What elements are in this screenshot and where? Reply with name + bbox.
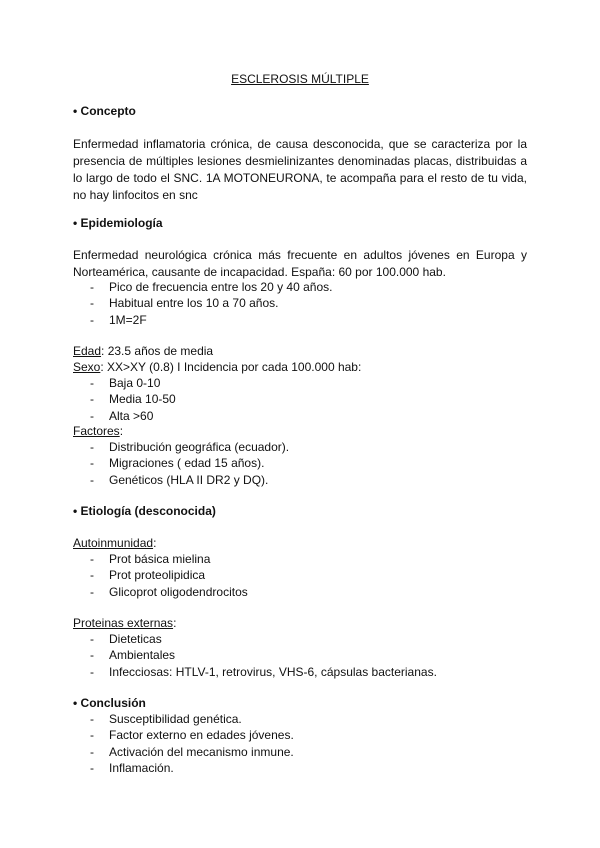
factores-label: Factores — [73, 424, 120, 438]
list-item: - Glicoprot oligodendrocitos — [73, 584, 248, 600]
proteinas-label: Proteinas externas — [73, 616, 174, 630]
proteinas-colon: : — [173, 616, 177, 630]
proteinas-line — [73, 616, 176, 630]
epidemiologia-list — [73, 279, 332, 328]
autoinmunidad-line — [73, 536, 156, 550]
heading-etiologia: • Etiología (desconocida) — [73, 504, 216, 518]
list-item: - Susceptibilidad genética. — [73, 711, 294, 727]
edad-line — [73, 344, 213, 358]
concepto-paragraph: Enfermedad inflamatoria crónica, de causa desconocida, que se caracteriza por la presencia de múltiples lesiones desmielinizantes denominadas placas, distribuidas a lo largo de todo el SNC. 1A MOTONEURONA, te acompaña para el resto de tu vida, no hay linfocitos en snc — [73, 137, 527, 202]
sexo-label: Sexo — [73, 360, 101, 374]
conclusion-list — [73, 711, 294, 776]
list-item: - Migraciones ( edad 15 años). — [73, 455, 289, 471]
list-item: - Prot proteolipidica — [73, 567, 248, 583]
list-item: - Inflamación. — [73, 760, 294, 776]
list-item: - Dieteticas — [73, 631, 437, 647]
list-item: - Genéticos (HLA II DR2 y DQ). — [73, 472, 289, 488]
list-item: - Activación del mecanismo inmune. — [73, 744, 294, 760]
list-item: - Infecciosas: HTLV-1, retrovirus, VHS-6, cápsulas bacterianas. — [73, 664, 437, 680]
incidencia-list — [73, 375, 176, 424]
sexo-value: : XX>XY (0.8) I Incidencia por cada 100.000 hab: — [100, 360, 362, 374]
factores-list — [73, 439, 289, 488]
factores-colon: : — [119, 424, 124, 438]
autoinmunidad-list — [73, 551, 248, 600]
list-item: - Factor externo en edades jóvenes. — [73, 727, 294, 743]
autoinmunidad-label: Autoinmunidad — [73, 536, 154, 550]
heading-epidemiologia: • Epidemiología — [73, 216, 163, 230]
factores-line — [73, 424, 123, 438]
heading-concepto: • Concepto — [73, 104, 136, 118]
list-item: - 1M=2F — [73, 312, 332, 328]
proteinas-list — [73, 631, 437, 680]
edad-value: : 23.5 años de media — [101, 344, 214, 358]
document-title: ESCLEROSIS MÚLTIPLE — [231, 72, 369, 86]
epidemiologia-paragraph: Enfermedad neurológica crónica más frecuente en adultos jóvenes en Europa y Norteamérica, causante de incapacidad. España: 60 por 100.000 hab. — [73, 248, 527, 279]
list-item: - Habitual entre los 10 a 70 años. — [73, 295, 332, 311]
edad-label: Edad — [73, 344, 102, 358]
list-item: - Baja 0-10 — [73, 375, 176, 391]
autoinmunidad-colon: : — [153, 536, 157, 550]
sexo-line — [73, 360, 361, 374]
list-item: - Prot básica mielina — [73, 551, 248, 567]
list-item: - Pico de frecuencia entre los 20 y 40 años. — [73, 279, 332, 295]
list-item: - Alta >60 — [73, 408, 176, 424]
heading-conclusion: • Conclusión — [73, 696, 146, 710]
list-item: - Media 10-50 — [73, 391, 176, 407]
list-item: - Distribución geográfica (ecuador). — [73, 439, 289, 455]
list-item: - Ambientales — [73, 647, 437, 663]
